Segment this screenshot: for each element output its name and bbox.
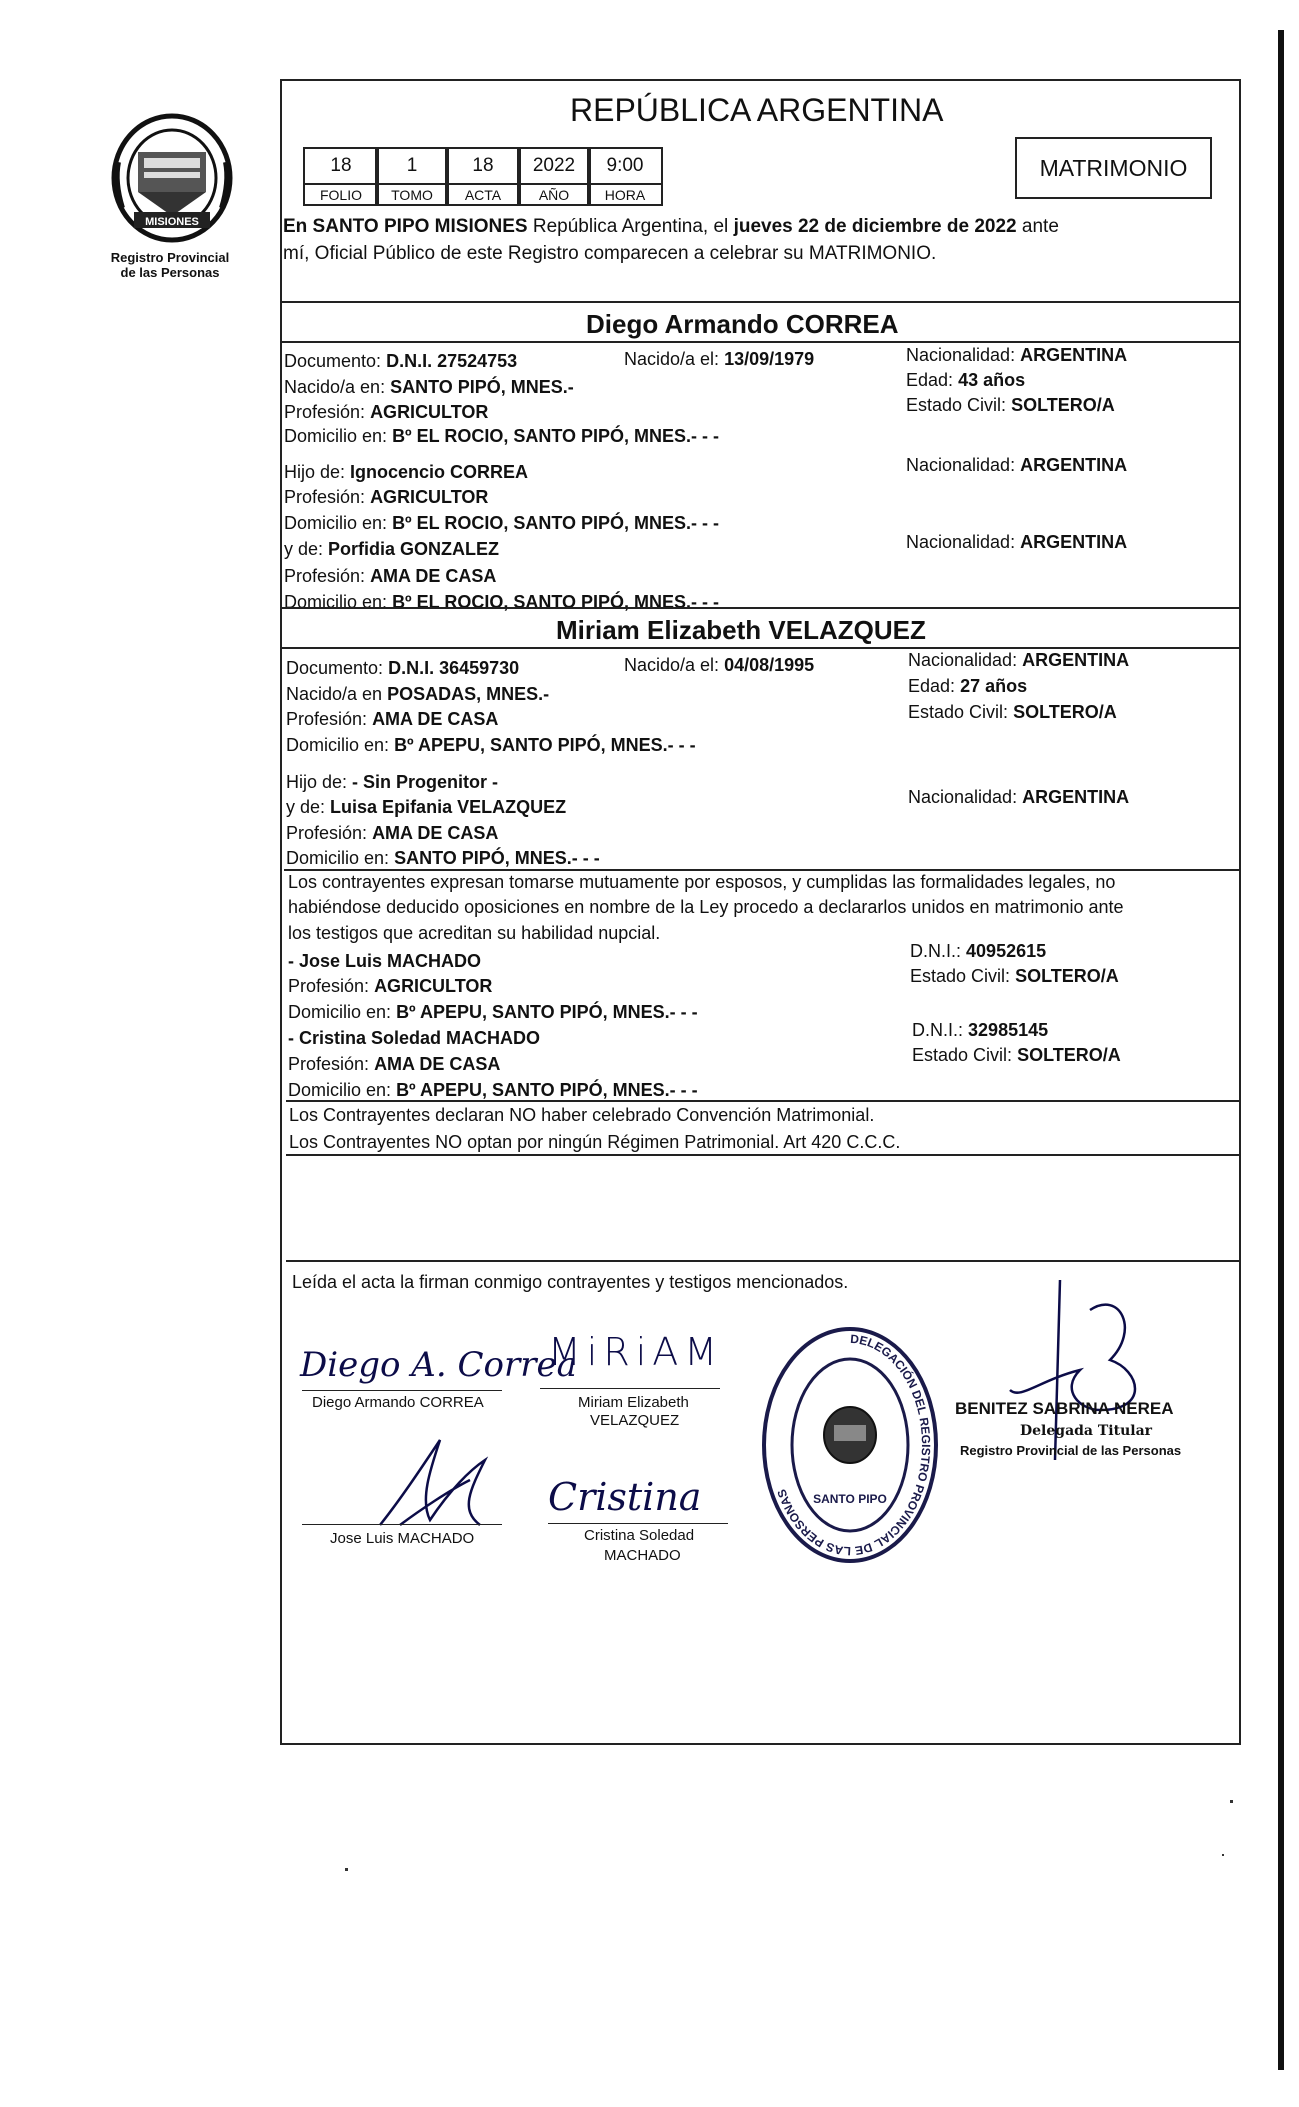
testigo2-dni: D.N.I.: 32985145: [912, 1020, 1049, 1040]
c1-nacido-en: Nacido/a en: SANTO PIPÓ, MNES.-: [284, 377, 574, 397]
testigo1-estado: Estado Civil: SOLTERO/A: [910, 966, 1119, 986]
acta-label: ACTA: [445, 183, 521, 206]
testigo1-name: - Jose Luis MACHADO: [288, 951, 482, 971]
signature-jose-name: Jose Luis MACHADO: [330, 1530, 475, 1547]
c2-madre-domicilio: Domicilio en: SANTO PIPÓ, MNES.- - -: [286, 848, 600, 868]
scan-speck: [1222, 1854, 1224, 1856]
tomo-value: 1: [375, 147, 449, 185]
lectura-text: Leída el acta la firman conmigo contrayentes y testigos mencionados.: [292, 1272, 849, 1292]
declaracion-line1: Los contrayentes expresan tomarse mutuamente por esposos, y cumplidas las formalidades legales, no: [288, 872, 1116, 892]
c2-nacionalidad: Nacionalidad: ARGENTINA: [908, 650, 1130, 670]
c2-profesion: Profesión: AMA DE CASA: [286, 709, 499, 729]
logo-caption-line1: Registro Provincial: [110, 250, 230, 265]
oficial-org: Registro Provincial de las Personas: [960, 1443, 1182, 1458]
divider: [280, 341, 1239, 343]
contrayente1-name: Diego Armando CORREA: [586, 309, 899, 339]
c1-profesion: Profesión: AGRICULTOR: [284, 402, 489, 422]
registro-logo: [108, 112, 236, 248]
signature-cristina-name1: Cristina Soledad: [584, 1527, 695, 1544]
scan-edge: [1278, 30, 1284, 2070]
oficial-title: Delegada Titular: [1020, 1423, 1153, 1439]
signature-diego: Diego A. Correa: [300, 1345, 577, 1385]
intro-line2: mí, Oficial Público de este Registro comparecen a celebrar su MATRIMONIO.: [283, 243, 937, 264]
testigo2-domicilio: Domicilio en: Bº APEPU, SANTO PIPÓ, MNES.- - -: [288, 1080, 698, 1100]
c2-madre-profesion: Profesión: AMA DE CASA: [286, 823, 499, 843]
page-title: REPÚBLICA ARGENTINA: [570, 92, 944, 128]
contrayente2-name: Miriam Elizabeth VELAZQUEZ: [556, 615, 926, 645]
c1-domicilio: Domicilio en: Bº EL ROCIO, SANTO PIPÓ, MNES.- - -: [284, 426, 719, 446]
signature-miriam: MiRiAM: [548, 1330, 724, 1374]
divider: [286, 1154, 1239, 1156]
scan-speck: [345, 1868, 348, 1871]
svg-text:MISIONES: MISIONES: [145, 216, 199, 228]
c1-madre-nacionalidad: Nacionalidad: ARGENTINA: [906, 532, 1128, 552]
intro-text2: ante: [1016, 216, 1059, 237]
intro-date: jueves 22 de diciembre de 2022: [733, 216, 1017, 237]
anio-label: AÑO: [517, 183, 591, 206]
signature-diego-name: Diego Armando CORREA: [312, 1394, 484, 1411]
c2-documento: Documento: D.N.I. 36459730: [286, 658, 520, 678]
convencion-line2: Los Contrayentes NO optan por ningún Régimen Patrimonial. Art 420 C.C.C.: [289, 1132, 901, 1152]
testigo2-profesion: Profesión: AMA DE CASA: [288, 1054, 501, 1074]
divider: [280, 301, 1239, 303]
c2-edad: Edad: 27 años: [908, 676, 1028, 696]
c1-padre-profesion: Profesión: AGRICULTOR: [284, 487, 489, 507]
misiones-seal-icon: [108, 112, 236, 248]
document-type-badge: MATRIMONIO: [1015, 137, 1212, 199]
convencion-line1: Los Contrayentes declaran NO haber celebrado Convención Matrimonial.: [289, 1105, 875, 1125]
c2-madre-nacionalidad: Nacionalidad: ARGENTINA: [908, 787, 1130, 807]
logo-caption-line2: de las Personas: [120, 265, 220, 280]
intro-place: En SANTO PIPO MISIONES: [283, 216, 528, 237]
divider: [286, 1260, 1239, 1262]
oficial-name: BENITEZ SABRINA NEREA: [955, 1399, 1174, 1418]
signature-line: [540, 1388, 720, 1389]
testigo2-estado: Estado Civil: SOLTERO/A: [912, 1045, 1121, 1065]
c1-madre-domicilio: Domicilio en: Bº EL ROCIO, SANTO PIPÓ, MNES.- - -: [284, 592, 719, 612]
c2-estado: Estado Civil: SOLTERO/A: [908, 702, 1117, 722]
stamp-icon: [760, 1325, 940, 1565]
signature-miriam-name1: Miriam Elizabeth: [578, 1394, 689, 1411]
c2-nacido-en: Nacido/a en POSADAS, MNES.-: [286, 684, 550, 704]
c1-padre-domicilio: Domicilio en: Bº EL ROCIO, SANTO PIPÓ, MNES.- - -: [284, 513, 719, 533]
hora-value: 9:00: [587, 147, 663, 185]
c1-madre: y de: Porfidia GONZALEZ: [284, 539, 500, 559]
c1-madre-profesion: Profesión: AMA DE CASA: [284, 566, 497, 586]
scan-speck: [1230, 1800, 1233, 1803]
signature-line: [548, 1523, 728, 1524]
signature-line: [302, 1524, 502, 1525]
divider: [286, 1100, 1239, 1102]
c1-padre: Hijo de: Ignocencio CORREA: [284, 462, 529, 482]
testigo1-dni: D.N.I.: 40952615: [910, 941, 1047, 961]
c1-nacido-el: Nacido/a el: 13/09/1979: [624, 349, 815, 369]
divider: [282, 607, 1239, 609]
anio-value: 2022: [517, 147, 591, 185]
acta-value: 18: [445, 147, 521, 185]
c2-nacido-el: Nacido/a el: 04/08/1995: [624, 655, 815, 675]
svg-text:DELEGACIÓN DEL REGISTRO PROVIN: DELEGACIÓN DEL REGISTRO PROVINCIAL DE LAS PERSONAS: [774, 1331, 934, 1559]
svg-text:SANTO PIPO: SANTO PIPO: [813, 1492, 887, 1506]
signature-miriam-name2: VELAZQUEZ: [590, 1412, 680, 1429]
signature-cristina-name2: MACHADO: [604, 1547, 681, 1564]
official-stamp: [760, 1325, 940, 1565]
c1-documento: Documento: D.N.I. 27524753: [284, 351, 518, 371]
testigo2-name: - Cristina Soledad MACHADO: [288, 1028, 541, 1048]
c2-madre: y de: Luisa Epifania VELAZQUEZ: [286, 797, 567, 817]
c1-nacionalidad: Nacionalidad: ARGENTINA: [906, 345, 1128, 365]
c1-edad: Edad: 43 años: [906, 370, 1026, 390]
c2-padre: Hijo de: - Sin Progenitor -: [286, 772, 499, 792]
tomo-label: TOMO: [375, 183, 449, 206]
folio-value: 18: [303, 147, 379, 185]
signature-line: [302, 1390, 502, 1391]
testigo1-profesion: Profesión: AGRICULTOR: [288, 976, 493, 996]
c1-padre-nacionalidad: Nacionalidad: ARGENTINA: [906, 455, 1128, 475]
folio-label: FOLIO: [303, 183, 379, 206]
testigo1-domicilio: Domicilio en: Bº APEPU, SANTO PIPÓ, MNES.- - -: [288, 1002, 698, 1022]
logo-caption: [100, 250, 240, 280]
declaracion-line2: habiéndose deducido oposiciones en nombre de la Ley procedo a declararlos unidos en matrimonio ante: [288, 897, 1124, 917]
c2-domicilio: Domicilio en: Bº APEPU, SANTO PIPÓ, MNES.- - -: [286, 735, 696, 755]
intro-text1: República Argentina, el: [527, 216, 734, 237]
signature-cristina: Cristina: [548, 1475, 702, 1519]
intro-line1: [283, 216, 1059, 238]
declaracion-line3: los testigos que acreditan su habilidad nupcial.: [288, 923, 661, 943]
c1-estado: Estado Civil: SOLTERO/A: [906, 395, 1115, 415]
hora-label: HORA: [587, 183, 663, 206]
